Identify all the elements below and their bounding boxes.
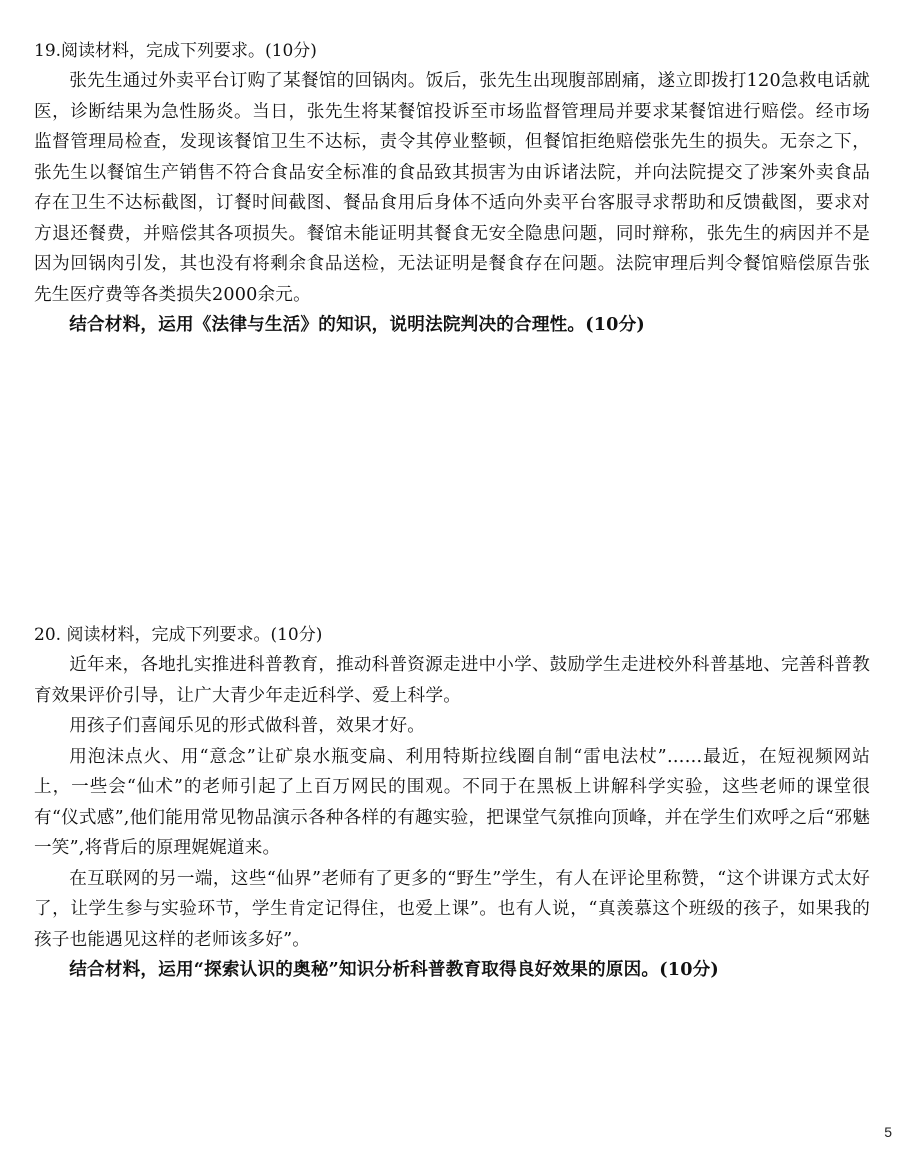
question-19-task: 结合材料，运用《法律与生活》的知识，说明法院判决的合理性。(10分) <box>69 314 645 335</box>
question-19-heading: 19.阅读材料，完成下列要求。(10分) <box>34 41 317 61</box>
question-20-paragraph-4: 在互联网的另一端，这些“仙界”老师有了更多的“野生”学生，有人在评论里称赞，“这个讲课方式太好了，让学生参与实验环节，学生肯定记得住，也爱上课”。也有人说，“真羡慕这个班级的孩子，如果我的孩子也能遇见这样的老师该多好”。 <box>34 868 870 950</box>
question-19-material: 张先生通过外卖平台订购了某餐馆的回锅肉。饭后，张先生出现腹部剧痛，遂立即拨打120急救电话就医，诊断结果为急性肠炎。当日，张先生将某餐馆投诉至市场监督管理局并要求某餐馆进行赔偿。经市场监督管理局检查，发现该餐馆卫生不达标，责令其停业整顿，但餐馆拒绝赔偿张先生的损失。无奈之下，张先生以餐馆生产销售不符合食品安全标准的食品致其损害为由诉诸法院，并向法院提交了涉案外卖食品存在卫生不达标截图，订餐时间截图、餐品食用后身体不适向外卖平台客服寻求帮助和反馈截图，要求对方退还餐费，并赔偿其各项损失。餐馆未能证明其餐食无安全隐患问题，同时辩称，张先生的病因并不是因为回锅肉引发，其也没有将剩余食品送检，无法证明是餐食存在问题。法院审理后判令餐馆赔偿原告张先生医疗费等各类损失2000余元。 <box>34 71 870 305</box>
question-20-task: 结合材料，运用“探索认识的奥秘”知识分析科普教育取得良好效果的原因。(10分) <box>69 959 719 980</box>
question-20 <box>34 620 870 986</box>
question-19 <box>34 36 870 341</box>
question-20-heading: 20. 阅读材料，完成下列要求。(10分) <box>34 625 323 645</box>
question-20-paragraph-2: 用孩子们喜闻乐见的形式做科普，效果才好。 <box>69 716 426 736</box>
question-20-paragraph-3: 用泡沫点火、用“意念”让矿泉水瓶变扁、利用特斯拉线圈自制“雷电法杖”……最近，在短视频网站上，一些会“仙术”的老师引起了上百万网民的围观。不同于在黑板上讲解科学实验，这些老师的课堂很有“仪式感”,他们能用常见物品演示各种各样的有趣实验，把课堂气氛推向顶峰，并在学生们欢呼之后“邪魅一笑”,将背后的原理娓娓道来。 <box>34 746 870 858</box>
question-20-paragraph-1: 近年来，各地扎实推进科普教育，推动科普资源走进中小学、鼓励学生走进校外科普基地、完善科普教育效果评价引导，让广大青少年走近科学、爱上科学。 <box>34 655 870 706</box>
page-number: 5 <box>884 1124 892 1140</box>
